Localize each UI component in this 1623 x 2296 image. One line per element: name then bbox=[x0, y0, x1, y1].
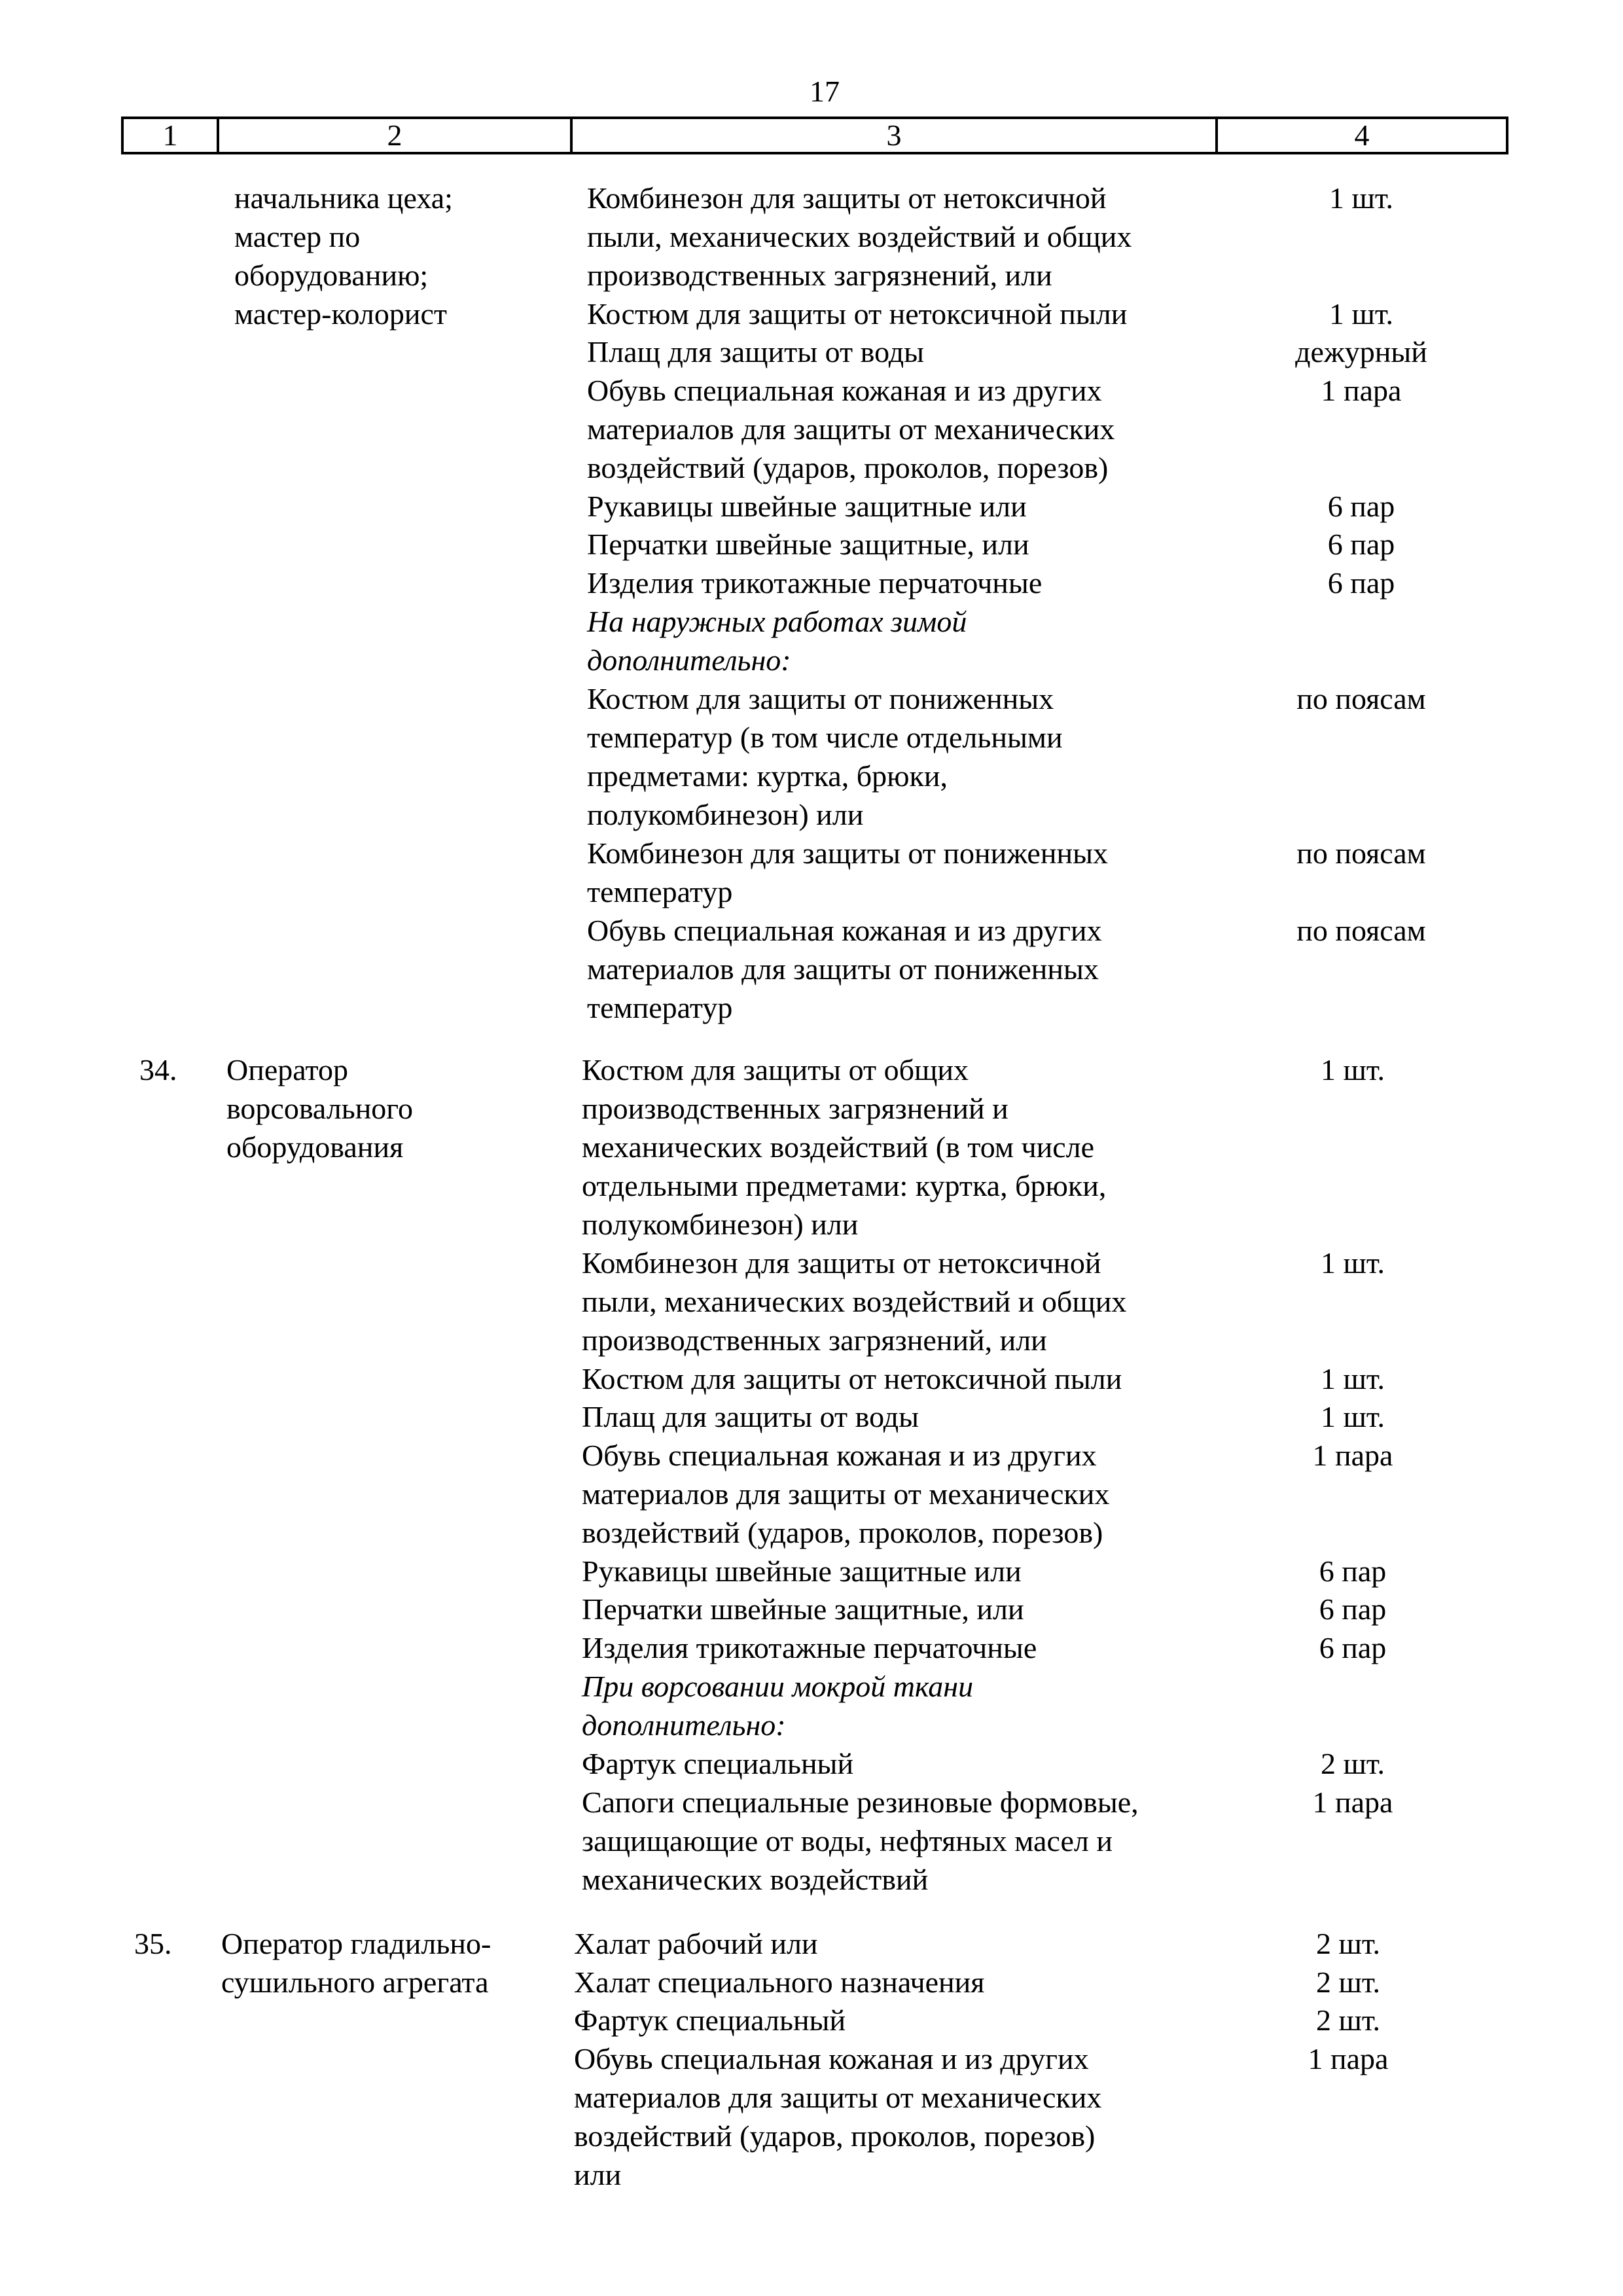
item-line: производственных загрязнений, или bbox=[582, 1323, 1047, 1357]
item-line: Изделия трикотажные перчаточные bbox=[587, 566, 1043, 600]
item-line: Рукавицы швейные защитные или bbox=[582, 1554, 1022, 1588]
item-line: Обувь специальная кожаная и из других bbox=[587, 374, 1102, 407]
item-subheading: дополнительно: bbox=[582, 1708, 786, 1742]
item-line: полукомбинезон) или bbox=[582, 1208, 859, 1241]
page-number: 17 bbox=[810, 75, 840, 108]
item-line: Обувь специальная кожаная и из других bbox=[587, 914, 1102, 947]
position-line: мастер-колорист bbox=[234, 297, 447, 331]
item-quantity: 2 шт. bbox=[1315, 1927, 1381, 1960]
position-line: ворсовального bbox=[226, 1092, 414, 1125]
item-line: предметами: куртка, брюки, bbox=[587, 759, 948, 793]
item-line: материалов для защиты от механических bbox=[574, 2081, 1102, 2114]
item-quantity: по поясам bbox=[1296, 914, 1426, 947]
item-line: производственных загрязнений и bbox=[582, 1092, 1008, 1125]
item-line: механических воздействий (в том числе bbox=[582, 1130, 1095, 1164]
item-line: воздействий (ударов, проколов, порезов) bbox=[574, 2119, 1096, 2153]
item-line: Обувь специальная кожаная и из других bbox=[574, 2042, 1089, 2075]
position-line: оборудования bbox=[226, 1130, 404, 1164]
item-line: Плащ для защиты от воды bbox=[587, 335, 925, 368]
item-line: отдельными предметами: куртка, брюки, bbox=[582, 1169, 1107, 1202]
item-quantity: по поясам bbox=[1296, 836, 1426, 870]
item-line: Комбинезон для защиты от пониженных bbox=[587, 836, 1108, 870]
position-line: оборудованию; bbox=[234, 259, 429, 292]
item-quantity: 1 шт. bbox=[1320, 1362, 1385, 1395]
item-quantity: 2 шт. bbox=[1315, 1965, 1381, 1999]
position-line: сушильного агрегата bbox=[221, 1965, 489, 1999]
item-quantity: дежурный bbox=[1295, 335, 1427, 368]
item-quantity: 6 пар bbox=[1319, 1592, 1387, 1626]
row-number: 34. bbox=[139, 1053, 177, 1086]
item-line: Изделия трикотажные перчаточные bbox=[582, 1631, 1037, 1664]
item-quantity: 1 шт. bbox=[1329, 297, 1394, 331]
item-line: пыли, механических воздействий и общих bbox=[582, 1285, 1127, 1318]
item-quantity: 1 шт. bbox=[1320, 1400, 1385, 1433]
item-quantity: 6 пар bbox=[1319, 1554, 1387, 1588]
item-line: механических воздействий bbox=[582, 1863, 929, 1896]
item-quantity: 1 пара bbox=[1312, 1785, 1393, 1819]
header-cell-3: 3 bbox=[570, 117, 1218, 154]
header-cell-2: 2 bbox=[217, 117, 573, 154]
item-line: Костюм для защиты от нетоксичной пыли bbox=[587, 297, 1128, 331]
item-subheading: дополнительно: bbox=[587, 643, 791, 677]
item-line: Рукавицы швейные защитные или bbox=[587, 490, 1027, 523]
item-line: или bbox=[574, 2158, 622, 2191]
item-quantity: 1 пара bbox=[1321, 374, 1402, 407]
row-number: 35. bbox=[134, 1927, 172, 1960]
item-line: защищающие от воды, нефтяных масел и bbox=[582, 1824, 1113, 1857]
item-quantity: 6 пар bbox=[1327, 528, 1395, 561]
item-quantity: 1 шт. bbox=[1320, 1053, 1385, 1086]
item-line: полукомбинезон) или bbox=[587, 798, 864, 831]
item-quantity: 1 шт. bbox=[1320, 1246, 1385, 1280]
item-line: материалов для защиты от механических bbox=[582, 1477, 1110, 1511]
item-line: Перчатки швейные защитные, или bbox=[587, 528, 1029, 561]
item-line: Костюм для защиты от нетоксичной пыли bbox=[582, 1362, 1122, 1395]
item-quantity: 6 пар bbox=[1319, 1631, 1387, 1664]
item-line: Халат специального назначения bbox=[574, 1965, 985, 1999]
item-line: производственных загрязнений, или bbox=[587, 259, 1052, 292]
item-line: материалов для защиты от пониженных bbox=[587, 952, 1099, 986]
item-line: Обувь специальная кожаная и из других bbox=[582, 1439, 1097, 1472]
item-quantity: 6 пар bbox=[1327, 566, 1395, 600]
header-cell-4: 4 bbox=[1215, 117, 1508, 154]
item-quantity: 6 пар bbox=[1327, 490, 1395, 523]
item-line: температур bbox=[587, 991, 733, 1024]
item-quantity: 1 пара bbox=[1308, 2042, 1389, 2075]
item-line: воздействий (ударов, проколов, порезов) bbox=[582, 1516, 1103, 1549]
item-line: Халат рабочий или bbox=[574, 1927, 818, 1960]
item-line: воздействий (ударов, проколов, порезов) bbox=[587, 451, 1109, 484]
position-line: начальника цеха; bbox=[234, 181, 453, 215]
item-line: материалов для защиты от механических bbox=[587, 412, 1115, 446]
item-line: Комбинезон для защиты от нетоксичной bbox=[582, 1246, 1101, 1280]
item-line: Комбинезон для защиты от нетоксичной bbox=[587, 181, 1107, 215]
item-line: Сапоги специальные резиновые формовые, bbox=[582, 1785, 1139, 1819]
item-quantity: 2 шт. bbox=[1320, 1747, 1385, 1780]
item-quantity: 1 шт. bbox=[1329, 181, 1394, 215]
item-line: Плащ для защиты от воды bbox=[582, 1400, 919, 1433]
item-quantity: 2 шт. bbox=[1315, 2003, 1381, 2037]
header-cell-1: 1 bbox=[121, 117, 219, 154]
item-line: температур bbox=[587, 875, 733, 908]
position-line: мастер по bbox=[234, 220, 361, 253]
item-quantity: по поясам bbox=[1296, 682, 1426, 715]
item-quantity: 1 пара bbox=[1312, 1439, 1393, 1472]
item-line: Костюм для защиты от пониженных bbox=[587, 682, 1054, 715]
item-subheading: На наружных работах зимой bbox=[587, 605, 967, 638]
item-line: Костюм для защиты от общих bbox=[582, 1053, 969, 1086]
item-subheading: При ворсовании мокрой ткани bbox=[582, 1670, 974, 1703]
item-line: Фартук специальный bbox=[582, 1747, 854, 1780]
item-line: Фартук специальный bbox=[574, 2003, 846, 2037]
position-line: Оператор гладильно- bbox=[221, 1927, 491, 1960]
item-line: пыли, механических воздействий и общих bbox=[587, 220, 1132, 253]
item-line: Перчатки швейные защитные, или bbox=[582, 1592, 1024, 1626]
item-line: температур (в том числе отдельными bbox=[587, 721, 1063, 754]
position-line: Оператор bbox=[226, 1053, 348, 1086]
